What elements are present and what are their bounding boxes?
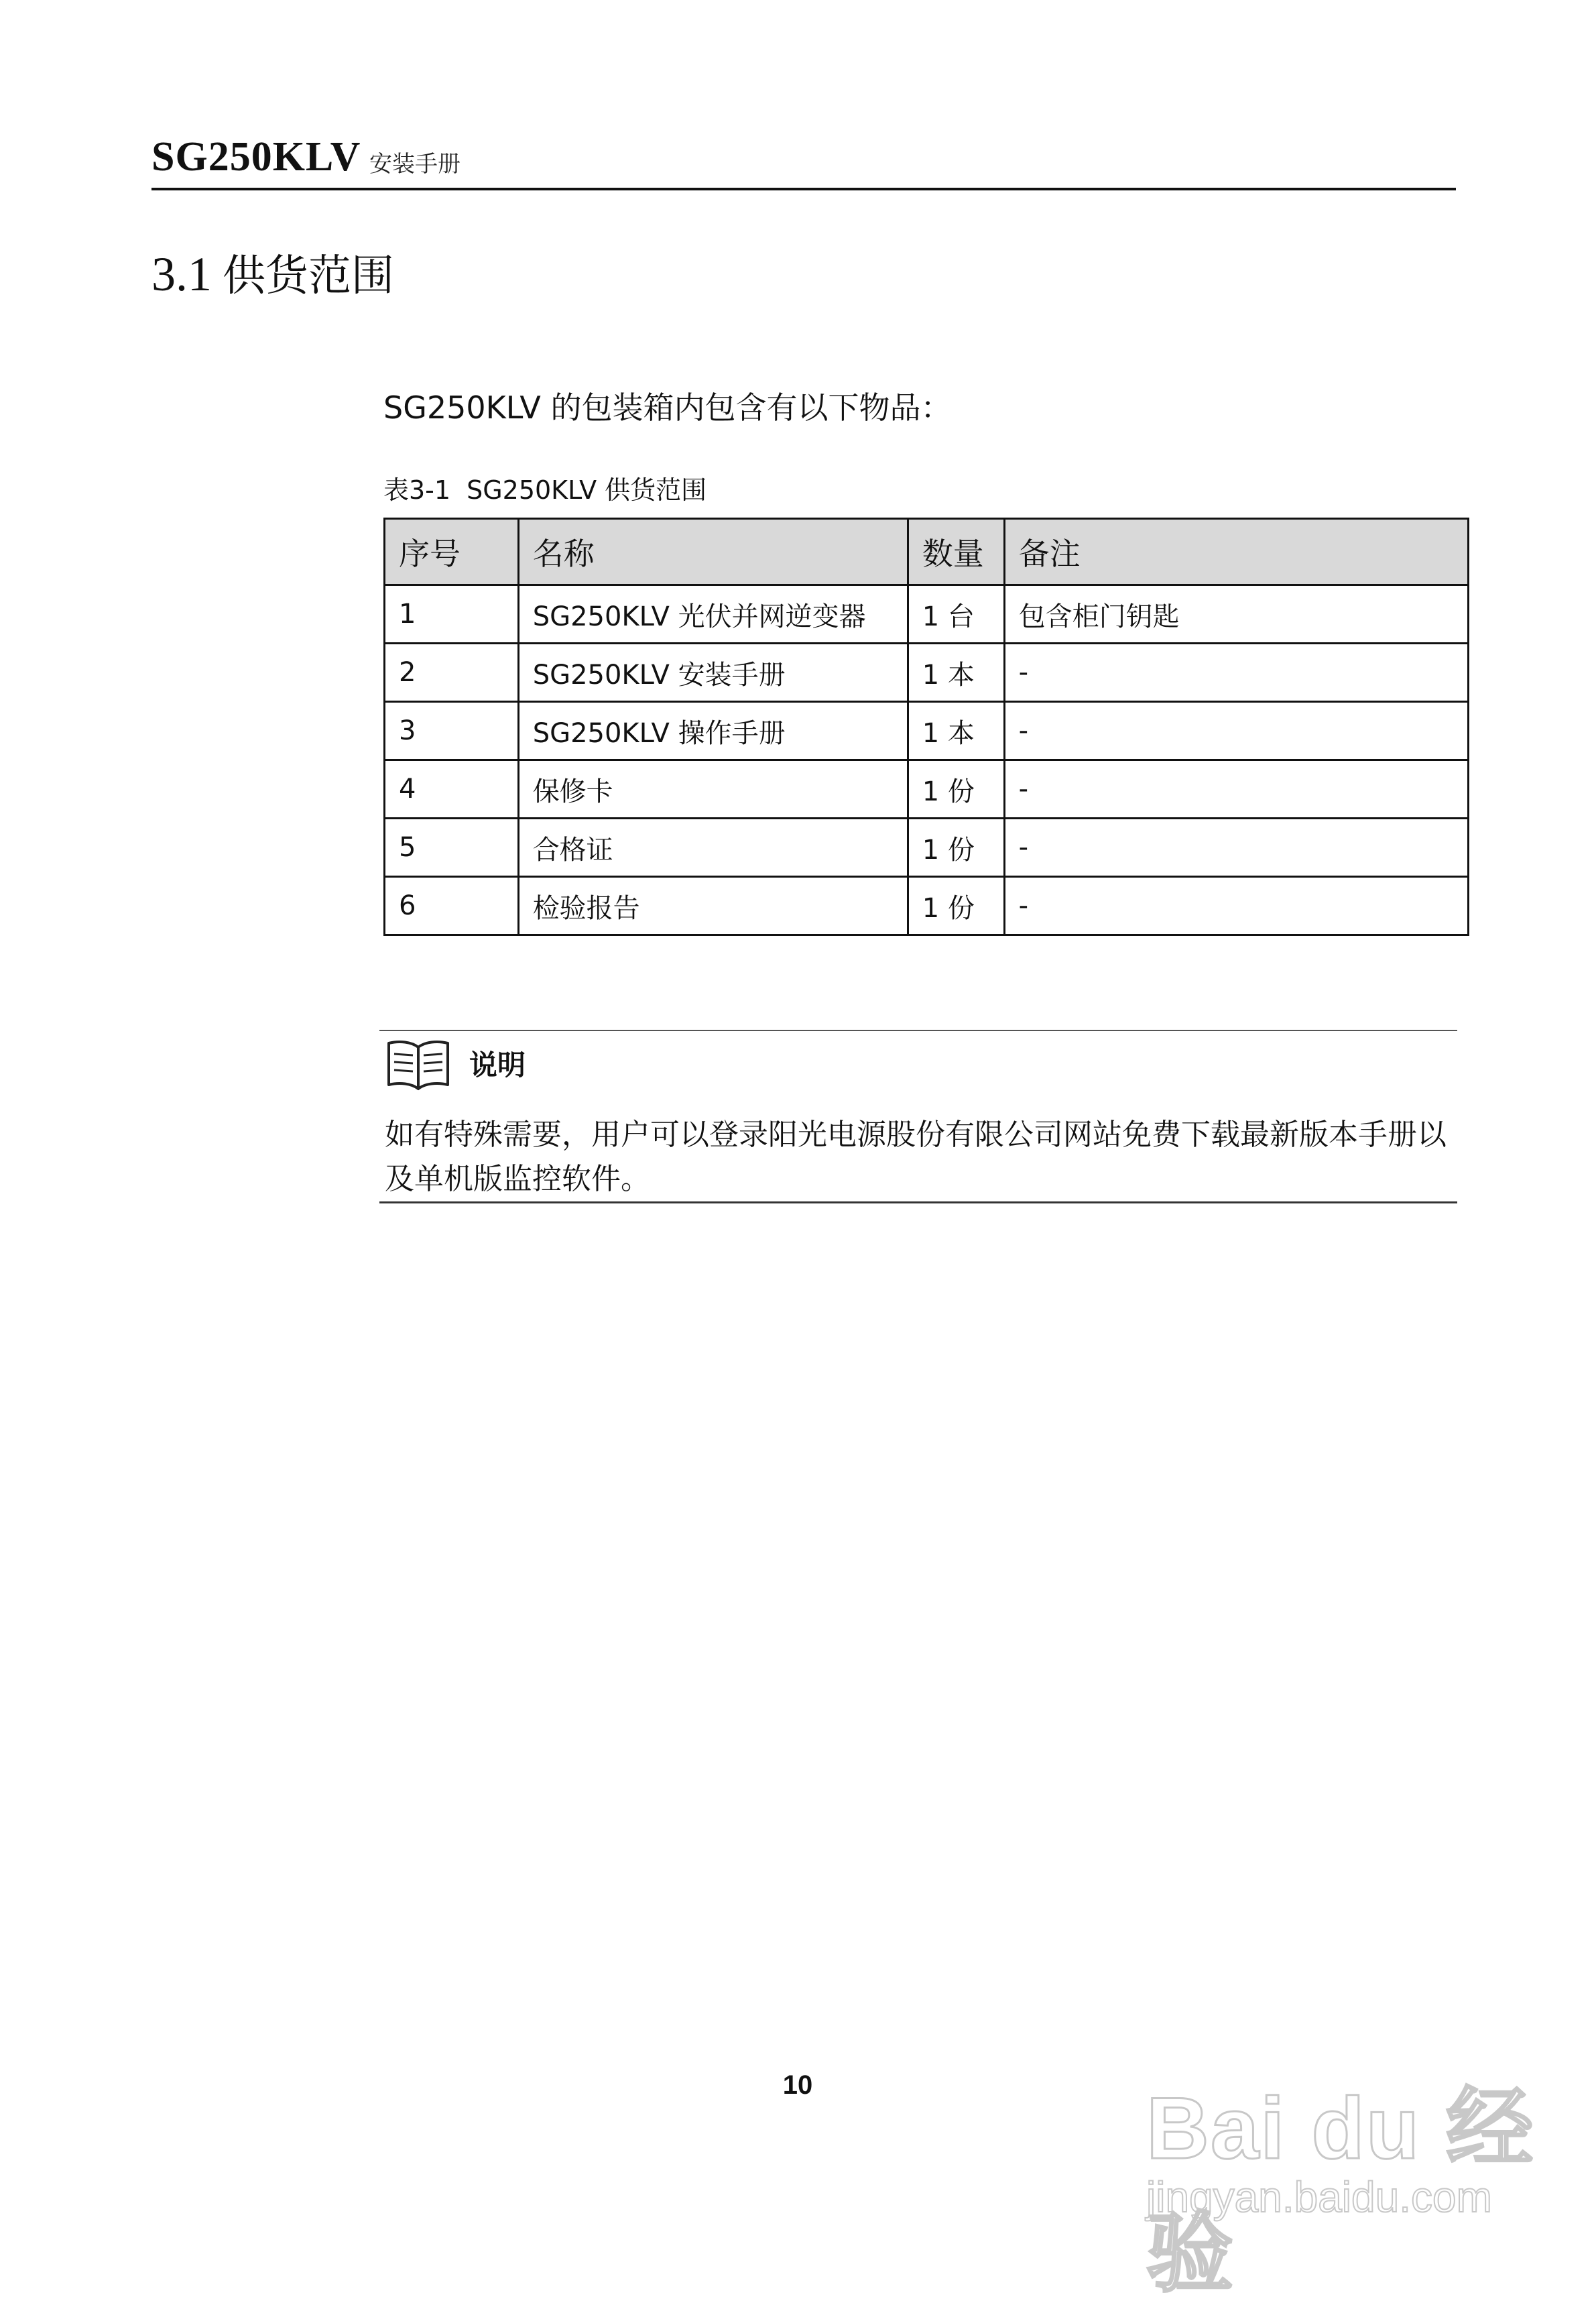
watermark-brand: Bai du 经验 [1146, 2079, 1535, 2302]
cell-quantity: 1 本 [908, 702, 1004, 760]
cell-quantity: 1 份 [908, 877, 1004, 935]
cell-remark: - [1004, 877, 1468, 935]
cell-quantity: 1 份 [908, 760, 1004, 819]
cell-remark: - [1004, 760, 1468, 819]
header-cell-quantity: 数量 [908, 519, 1004, 585]
note-bottom-rule [379, 1201, 1457, 1203]
section-title-text: 供货范围 [223, 251, 394, 301]
cell-name: SG250KLV 光伏并网逆变器 [518, 585, 908, 644]
header-model: SG250KLV [151, 134, 361, 180]
supply-table [383, 518, 1469, 936]
cell-quantity: 1 本 [908, 644, 1004, 702]
table-header-row [385, 519, 1469, 585]
watermark [1133, 2018, 1535, 2302]
header-cell-remark: 备注 [1004, 519, 1468, 585]
cell-index: 1 [385, 585, 519, 644]
cell-quantity: 1 份 [908, 819, 1004, 877]
table-row [385, 644, 1469, 702]
table-row [385, 877, 1469, 935]
cell-name: 合格证 [518, 819, 908, 877]
header-subtitle: 安装手册 [369, 151, 461, 178]
cell-name: SG250KLV 操作手册 [518, 702, 908, 760]
cell-remark: - [1004, 644, 1468, 702]
cell-index: 6 [385, 877, 519, 935]
watermark-url: jingyan.baidu.com [1146, 2173, 1492, 2221]
page-number: 10 [782, 2070, 813, 2100]
table-row [385, 819, 1469, 877]
cell-remark: - [1004, 702, 1468, 760]
note-label: 说明 [469, 1049, 526, 1081]
cell-name: 检验报告 [518, 877, 908, 935]
table-row [385, 760, 1469, 819]
table-caption-text: SG250KLV 供货范围 [467, 475, 707, 505]
cell-remark: - [1004, 819, 1468, 877]
note-text: 如有特殊需要，用户可以登录阳光电源股份有限公司网站免费下载最新版本手册以及单机版监控软件。 [385, 1118, 1447, 1196]
table-row [385, 585, 1469, 644]
table-caption [383, 469, 707, 506]
cell-index: 3 [385, 702, 519, 760]
cell-index: 2 [385, 644, 519, 702]
note-top-rule [379, 1030, 1457, 1031]
open-book-icon [385, 1038, 452, 1091]
header-cell-index: 序号 [385, 519, 519, 585]
table-caption-label: 表3-1 [383, 475, 451, 505]
cell-quantity: 1 台 [908, 585, 1004, 644]
section-number: 3.1 [151, 247, 212, 301]
table-row [385, 702, 1469, 760]
cell-name: 保修卡 [518, 760, 908, 819]
header-cell-name: 名称 [518, 519, 908, 585]
cell-index: 5 [385, 819, 519, 877]
intro-text: SG250KLV 的包装箱内包含有以下物品： [383, 390, 952, 426]
cell-name: SG250KLV 安装手册 [518, 644, 908, 702]
cell-index: 4 [385, 760, 519, 819]
section-title [151, 241, 394, 303]
page-header [151, 134, 1456, 190]
cell-remark: 包含柜门钥匙 [1004, 585, 1468, 644]
